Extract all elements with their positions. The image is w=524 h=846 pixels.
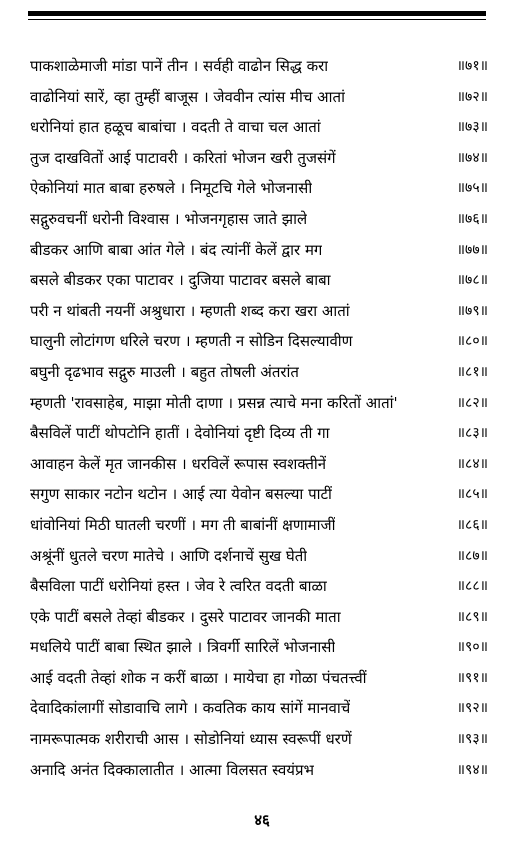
verse-number: ॥९१॥ (456, 669, 488, 686)
verse-number: ॥८२॥ (456, 394, 488, 411)
verse-number: ॥८३॥ (456, 425, 488, 442)
verse-line (30, 510, 488, 541)
verse-text: नामरूपात्मक शरीराची आस । सोडोनियां ध्यास स्वरूपीं धरणें (30, 730, 352, 749)
verse-number: ॥८१॥ (456, 363, 488, 380)
verse-number: ॥७२॥ (456, 88, 488, 105)
verse-line (30, 541, 488, 572)
verse-text: बघुनी दृढभाव सद्गुरु माउली । बहुत तोषली अंतरांत (30, 362, 299, 381)
verse-number: ॥८८॥ (456, 578, 488, 595)
verse-text: तुज दाखवितों आई पाटावरी । करितां भोजन खरी तुजसंगें (30, 148, 336, 167)
verse-number: ॥७९॥ (456, 302, 488, 319)
verse-number: ॥९२॥ (456, 700, 488, 717)
verse-line (30, 755, 488, 786)
verse-text: वाढोनियां सारें, व्हा तुम्हीं बाजूस । जेववीन त्यांस मीच आतां (30, 87, 345, 106)
verse-line (30, 388, 488, 419)
verse-line (30, 724, 488, 755)
verse-line (30, 51, 488, 82)
verse-line (30, 296, 488, 327)
verse-line (30, 632, 488, 663)
verse-number: ॥८७॥ (456, 547, 488, 564)
verse-text: परी न थांबती नयनीं अश्रुधारा । म्हणती शब्द करा खरा आतां (30, 301, 350, 320)
verse-text: बैसविला पाटीं धरोनियां हस्त । जेव रे त्वरित वदती बाळा (30, 577, 327, 596)
header-rule-thin (28, 19, 486, 20)
verse-text: धांवोनियां मिठी घातली चरणीं । मग ती बाबांनीं क्षणामाजीं (30, 515, 336, 534)
verse-text: देवादिकांलागीं सोडावाचि लागे । कवतिक काय सांगें मानवाचें (30, 699, 351, 718)
verse-number: ॥७६॥ (456, 210, 488, 227)
verse-line (30, 204, 488, 235)
verse-text: सगुण साकार नटोन थटोन । आई त्या येवोन बसल्या पाटीं (30, 485, 332, 504)
verse-line (30, 112, 488, 143)
page-number: ४६ (254, 811, 270, 829)
verse-text: आवाहन केलें मृत जानकीस । धरविलें रूपास स्वशक्तीनें (30, 454, 327, 473)
verse-line (30, 693, 488, 724)
verse-number: ॥८५॥ (456, 486, 488, 503)
verse-text: धरोनियां हात हळूच बाबांचा । वदती ते वाचा चल आतां (30, 118, 321, 137)
verse-text: बैसविलें पाटीं थोपटोनि हातीं । देवोनियां दृष्टी दिव्य ती गा (30, 424, 330, 443)
verse-line (30, 82, 488, 113)
verse-text: मधलिये पाटीं बाबा स्थित झाले । त्रिवर्गी सारिलें भोजनासी (30, 638, 336, 657)
verse-line (30, 326, 488, 357)
verse-line (30, 479, 488, 510)
verse-list (30, 51, 488, 785)
verse-number: ॥७५॥ (456, 180, 488, 197)
verse-line (30, 418, 488, 449)
verse-number: ॥७४॥ (456, 149, 488, 166)
verse-line (30, 602, 488, 633)
verse-number: ॥८९॥ (456, 608, 488, 625)
verse-line (30, 571, 488, 602)
verse-text: सद्गुरुवचनीं धरोनी विश्वास । भोजनगृहास जाते झाले (30, 209, 308, 228)
verse-line (30, 143, 488, 174)
verse-text: घालुनी लोटांगण धरिले चरण । म्हणती न सोडिन दिसल्यावीण (30, 332, 353, 351)
verse-number: ॥९३॥ (456, 731, 488, 748)
verse-line (30, 235, 488, 266)
verse-text: पाकशाळेमाजी मांडा पानें तीन । सर्वही वाढोन सिद्ध करा (30, 57, 329, 75)
header-rule-thick (28, 11, 486, 16)
verse-line (30, 449, 488, 480)
verse-number: ॥९०॥ (456, 639, 488, 656)
verse-text: अनादि अनंत दिक्कालातीत । आत्मा विलसत स्वयंप्रभ (30, 760, 315, 779)
verse-text: म्हणती 'रावसाहेब, माझा मोती दाणा । प्रसन्न त्याचे मना करितों आतां' (30, 393, 398, 412)
verse-line (30, 663, 488, 694)
verse-text: ऐकोनियां मात बाबा हरुषले । निमूटचि गेले भोजनासी (30, 179, 313, 198)
verse-line (30, 357, 488, 388)
verse-number: ॥७३॥ (456, 119, 488, 136)
verse-number: ॥७१॥ (456, 58, 488, 74)
verse-number: ॥७७॥ (456, 241, 488, 258)
verse-line (30, 265, 488, 296)
verse-number: ॥८४॥ (456, 455, 488, 472)
verse-text: अश्रूंनीं धुतले चरण मातेचे । आणि दर्शनाचें सुख घेती (30, 546, 308, 565)
verse-text: बीडकर आणि बाबा आंत गेले । बंद त्यांनीं केलें द्वार मग (30, 240, 323, 259)
verse-number: ॥८०॥ (456, 333, 488, 350)
verse-number: ॥९४॥ (456, 761, 488, 778)
verse-text: आई वदती तेव्हां शोक न करीं बाळा । मायेचा हा गोळा पंचतत्त्वीं (30, 668, 367, 687)
verse-number: ॥८६॥ (456, 516, 488, 533)
verse-text: एके पाटीं बसले तेव्हां बीडकर । दुसरे पाटावर जानकी माता (30, 607, 341, 626)
verse-text: बसले बीडकर एका पाटावर । दुजिया पाटावर बसले बाबा (30, 271, 331, 290)
verse-line (30, 173, 488, 204)
verse-number: ॥७८॥ (456, 272, 488, 289)
